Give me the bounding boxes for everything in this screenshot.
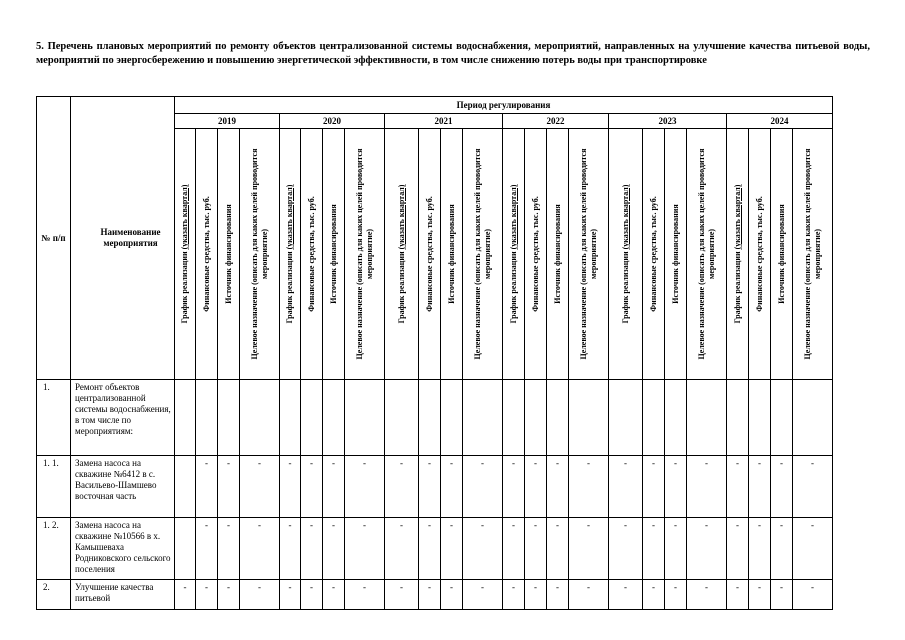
table-cell: - [609,580,643,610]
table-cell: - [345,456,385,518]
table-cell [345,380,385,456]
table-cell [385,380,419,456]
table-cell: - [665,580,687,610]
table-row [37,518,833,580]
column-header-number: № п/п [37,97,71,380]
subheader-source [547,129,569,380]
table-cell: - [749,518,771,580]
subheader-schedule [175,129,196,380]
table-cell: - [301,580,323,610]
table-cell: - [547,518,569,580]
row-name: Улучшение качества питьевой [71,580,175,610]
subheader-label: Финансовые средства, тыс. руб. [424,196,434,312]
table-cell: - [385,580,419,610]
table-cell: - [793,518,833,580]
subheader-note: (указать квартал) [508,184,518,250]
table-cell: - [240,456,280,518]
subheader-label: Целевое назначение (описать для каких целей проводится мероприятие) [354,148,374,360]
table-cell [749,380,771,456]
subheader-purpose [793,129,833,380]
year-header: 2019 [175,114,280,129]
year-header: 2021 [385,114,503,129]
subheader-purpose [569,129,609,380]
subheader-schedule [503,129,525,380]
measures-table [36,96,833,610]
subheader-purpose [345,129,385,380]
subheader-note: (указать квартал) [732,184,742,250]
table-cell: - [196,456,218,518]
table-cell: - [687,518,727,580]
year-header: 2020 [280,114,385,129]
table-cell: - [569,456,609,518]
table-cell: - [503,456,525,518]
subheader-label: График реализации [396,251,406,324]
table-cell [609,380,643,456]
table-cell [503,380,525,456]
table-cell [175,380,196,456]
subheader-label: Источник финансирования [223,204,233,304]
table-cell: - [687,580,727,610]
table-cell: - [665,518,687,580]
subheader-label: Целевое назначение (описать для каких целей проводится мероприятие) [696,148,716,360]
row-name: Ремонт объектов централизованной системы водоснабжения, в том числе по мероприятиям: [71,380,175,456]
table-cell: - [793,580,833,610]
table-cell: - [385,456,419,518]
subheader-finance [196,129,218,380]
table-cell: - [665,456,687,518]
subheader-schedule [609,129,643,380]
table-cell [280,380,301,456]
table-cell [301,380,323,456]
subheader-label: Источник финансирования [552,204,562,304]
subheader-label: Целевое назначение (описать для каких целей проводится мероприятие) [578,148,598,360]
table-cell: - [463,456,503,518]
table-cell: - [727,456,749,518]
table-cell: - [547,580,569,610]
table-cell: - [240,518,280,580]
subheader-label: Целевое назначение (описать для каких целей проводится мероприятие) [472,148,492,360]
table-cell: - [463,580,503,610]
table-cell [240,380,280,456]
table-cell [771,380,793,456]
table-cell: - [727,518,749,580]
row-name: Замена насоса на скважине №10566 в х. Камышеваха Родниковского сельского поселения [71,518,175,580]
subheader-label: Источник финансирования [776,204,786,304]
table-cell [525,380,547,456]
subheader-schedule [385,129,419,380]
table-cell [218,380,240,456]
table-cell [569,380,609,456]
table-cell: - [280,456,301,518]
table-cell: - [643,580,665,610]
table-cell: - [525,518,547,580]
table-cell: - [643,518,665,580]
year-header: 2023 [609,114,727,129]
table-cell [463,380,503,456]
subheader-label: Источник финансирования [328,204,338,304]
subheader-purpose [687,129,727,380]
table-cell [441,380,463,456]
table-cell: - [771,518,793,580]
table-cell: - [175,580,196,610]
subheader-purpose [240,129,280,380]
table-cell: - [301,456,323,518]
table-cell: - [727,580,749,610]
table-cell [323,380,345,456]
subheader-label: Целевое назначение (описать для каких целей проводится мероприятие) [249,148,269,360]
table-cell: - [323,580,345,610]
table-cell: - [547,456,569,518]
subheader-finance [301,129,323,380]
subheader-finance [643,129,665,380]
subheader-source [771,129,793,380]
subheader-note: (указать квартал) [180,184,189,250]
table-cell: - [609,518,643,580]
row-name: Замена насоса на скважине №6412 в с. Васильево-Шамшево восточная часть [71,456,175,518]
table-cell: - [419,518,441,580]
table-cell: - [323,456,345,518]
table-row [37,380,833,456]
section-heading: 5. Перечень плановых мероприятий по ремонту объектов централизованной системы водоснабжения, мероприятий, направленных на улучшение качества питьевой воды, мероприятий по энергосбережению и повышению энергетической эффективности, в том числе снижению потерь воды при транспортировке [36,41,870,66]
period-header: Период регулирования [175,97,833,114]
table-cell: - [280,580,301,610]
subheader-label: Финансовые средства, тыс. руб. [306,196,316,312]
table-cell: - [218,456,240,518]
table-cell [665,380,687,456]
subheader-label: График реализации [285,251,294,324]
row-number: 1. [37,380,71,456]
table-cell: - [687,456,727,518]
table-cell: - [441,580,463,610]
table-cell: - [323,518,345,580]
subheader-source [665,129,687,380]
subheader-label: График реализации [620,251,630,324]
table-cell [547,380,569,456]
subheader-finance [419,129,441,380]
subheader-purpose [463,129,503,380]
table-cell: - [218,518,240,580]
subheader-source [441,129,463,380]
subheader-label: Финансовые средства, тыс. руб. [530,196,540,312]
subheader-label: Финансовые средства, тыс. руб. [754,196,764,312]
table-cell: - [280,518,301,580]
subheader-finance [749,129,771,380]
year-header: 2024 [727,114,833,129]
table-cell: - [609,456,643,518]
table-cell: - [503,518,525,580]
subheader-note: (указать квартал) [620,184,630,250]
subheader-schedule [727,129,749,380]
column-header-name: Наименование мероприятия [71,97,175,380]
subheader-label: Целевое назначение (описать для каких целей проводится мероприятие) [802,148,822,360]
subheader-finance [525,129,547,380]
table-cell: - [196,580,218,610]
table-cell [196,380,218,456]
table-cell: - [345,580,385,610]
subheader-note: (указать квартал) [285,184,294,250]
table-cell: - [419,456,441,518]
subheader-label: Финансовые средства, тыс. руб. [648,196,658,312]
table-cell: - [643,456,665,518]
subheader-label: Источник финансирования [670,204,680,304]
row-number: 1. 2. [37,518,71,580]
table-cell: - [301,518,323,580]
subheader-source [218,129,240,380]
subheader-label: График реализации [508,251,518,324]
table-cell: - [503,580,525,610]
table-cell [175,518,196,580]
table-cell: - [749,580,771,610]
table-cell: - [240,580,280,610]
subheader-label: График реализации [732,251,742,324]
table-cell: - [771,456,793,518]
table-cell [175,456,196,518]
table-cell [643,380,665,456]
table-cell: - [525,456,547,518]
table-cell: - [419,580,441,610]
table-cell [793,380,833,456]
table-row [37,580,833,610]
table-cell: - [196,518,218,580]
table-cell: - [385,518,419,580]
table-cell [419,380,441,456]
table-cell [687,380,727,456]
subheader-label: График реализации [180,251,189,324]
subheader-schedule [280,129,301,380]
row-number: 1. 1. [37,456,71,518]
table-cell: - [771,580,793,610]
table-cell: - [569,518,609,580]
row-number: 2. [37,580,71,610]
table-cell: - [749,456,771,518]
table-cell: - [345,518,385,580]
table-cell: - [218,580,240,610]
subheader-label: Финансовые средства, тыс. руб. [201,196,211,312]
table-cell: - [441,456,463,518]
subheader-note: (указать квартал) [396,184,406,250]
subheader-label: Источник финансирования [446,204,456,304]
table-cell: - [525,580,547,610]
year-header: 2022 [503,114,609,129]
table-cell: - [441,518,463,580]
table-cell: - [569,580,609,610]
table-cell: - [463,518,503,580]
subheader-source [323,129,345,380]
table-cell [727,380,749,456]
table-row [37,456,833,518]
table-cell: - [793,456,833,518]
